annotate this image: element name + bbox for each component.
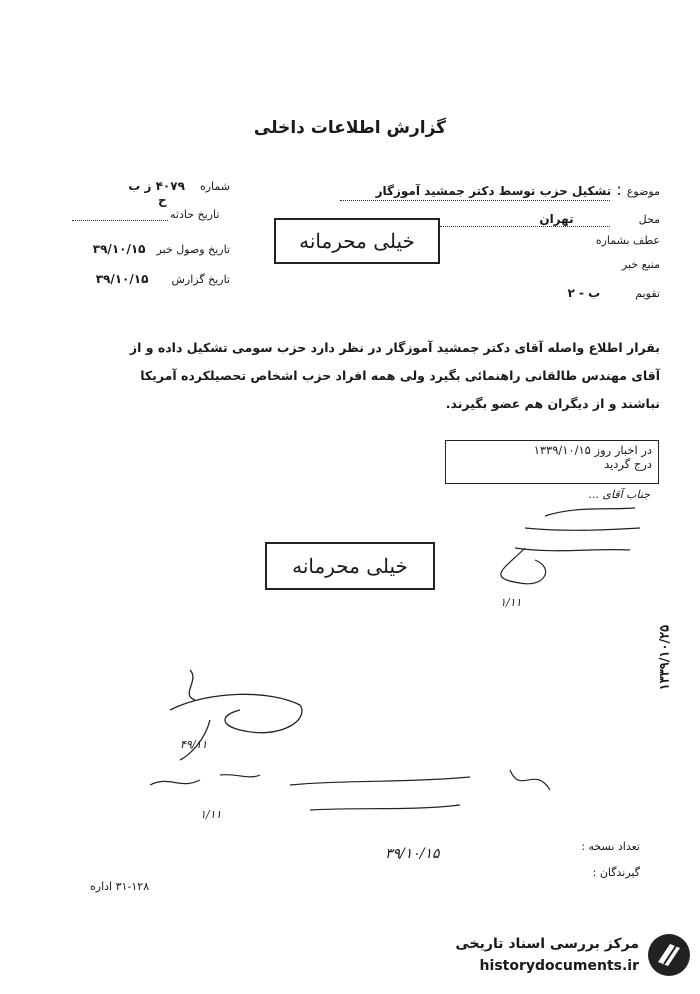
top-confidential-stamp: خیلی محرمانه: [274, 218, 440, 264]
handwritten-date-2: ۱/۱۱: [200, 808, 222, 821]
archive-center-name: مرکز بررسی اسناد تاریخی: [455, 936, 639, 952]
evaluation-row: [500, 282, 660, 301]
number-label: شماره: [199, 180, 230, 193]
body-line-3: نباشند و از دیگران هم عضو بگیرند.: [445, 396, 660, 411]
evaluation-label: تقویم: [635, 287, 660, 300]
place-underline: [440, 226, 610, 227]
place-value: تهران: [539, 212, 574, 226]
place-label: محل: [638, 213, 660, 226]
subject-underline: [340, 200, 610, 201]
vertical-date: ۱۳۳۹/۱۰/۲۵: [657, 624, 673, 691]
body-line-2: آقای مهندس طالقانی راهنمائی بگیرد ولی همه افراد حزب اشخاص تحصیلکرده آمریکا: [140, 368, 660, 383]
event-date-underline: [72, 220, 168, 221]
evaluation-value: ب - ۲: [567, 286, 601, 300]
reference-label: عطف بشماره: [595, 234, 660, 247]
received-date-row: [60, 238, 230, 257]
handwritten-date-3: ۳۹/۱۰/۱۵: [385, 846, 440, 862]
middle-confidential-stamp: خیلی محرمانه: [265, 542, 435, 590]
archive-logo-icon: [648, 934, 690, 976]
handwriting-scribble-1: [465, 488, 645, 598]
event-date-label: تاریخ حادثه: [170, 208, 220, 221]
subject-label: موضوع: [626, 185, 660, 198]
source-label: منبع خبر: [621, 258, 660, 271]
report-date-label: تاریخ گزارش: [171, 273, 230, 286]
subject-value: تشکیل حزب توسط دکتر جمشید آموزگار: [375, 184, 612, 198]
signature-date: ۴۹/۱۱: [180, 738, 208, 751]
archive-watermark: [410, 930, 695, 990]
copies-label: تعداد نسخه :: [581, 840, 640, 853]
body-line-1: بقرار اطلاع واصله آقای دکتر جمشید آموزگار در نظر دارد حزب سومی تشکیل داده و از: [129, 340, 660, 355]
box-line-2: درج گردید: [604, 457, 652, 471]
number-value: ۴۰۷۹ ز ب: [128, 179, 185, 193]
report-date-row: [60, 268, 230, 287]
box-line-1: در اخبار روز ۱۳۳۹/۱۰/۱۵: [533, 443, 652, 457]
received-date-value: ۳۹/۱۰/۱۵: [92, 242, 146, 256]
page-title: گزارش اطلاعات داخلی: [253, 118, 447, 138]
received-date-label: تاریخ وصول خبر: [156, 243, 230, 256]
subject-row: موضوع : تشکیل حزب توسط دکتر جمشید آموزگار: [375, 180, 660, 199]
daily-news-box: [445, 440, 659, 484]
archive-website: historydocuments.ir: [479, 958, 639, 974]
handwriting-scribble-2: [140, 755, 600, 835]
handwritten-date-small: ۱/۱۱: [500, 596, 522, 609]
number-sub: ح: [158, 193, 167, 207]
recipients-label: گیرندگان :: [592, 866, 640, 879]
number-row: [70, 175, 230, 194]
signature-mark: [150, 660, 320, 770]
form-code: ۳۱-۱۲۸ اداره: [90, 880, 150, 893]
report-date-value: ۳۹/۱۰/۱۵: [95, 272, 149, 286]
handwritten-note-1: جناب آقای ...: [588, 488, 650, 501]
